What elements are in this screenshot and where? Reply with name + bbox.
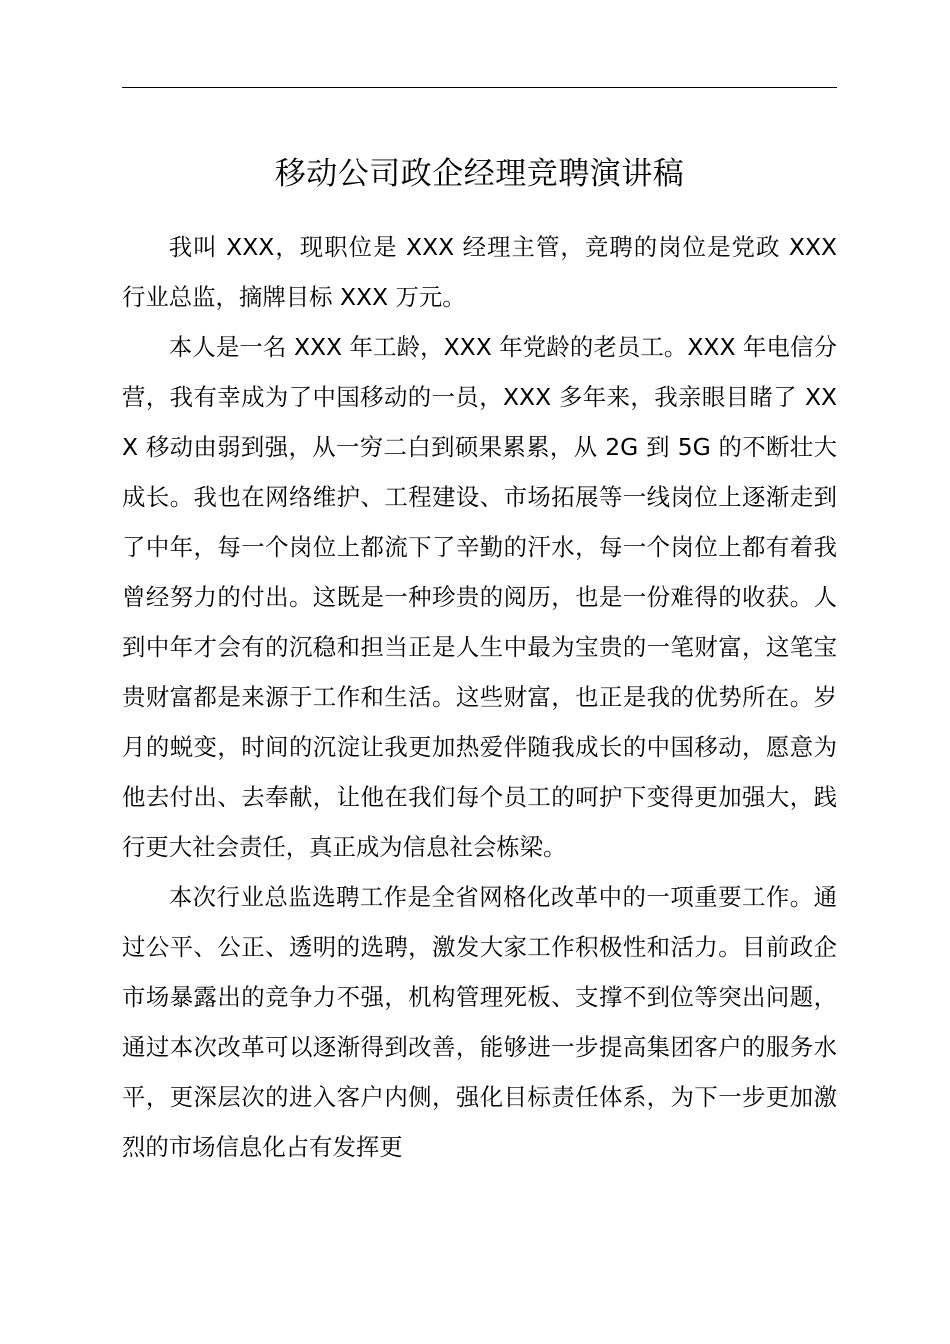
paragraph-background: 本人是一名 XXX 年工龄，XXX 年党龄的老员工。XXX 年电信分营，我有幸成为了中国移动的一员，XXX 多年来，我亲眼目睹了 XXX 移动由弱到强，从一穷二白到硕果累累，从 2G 到 5G 的不断壮大成长。我也在网络维护、工程建设、市场拓展等一线岗位上逐渐走到了中年，每一个岗位上都流下了辛勤的汗水，每一个岗位上都有着我曾经努力的付出。这既是一种珍贵的阅历，也是一份难得的收获。人到中年才会有的沉稳和担当正是人生中最为宝贵的一笔财富，这笔宝贵财富都是来源于工作和生活。这些财富，也正是我的优势所在。岁月的蜕变，时间的沉淀让我更加热爱伴随我成长的中国移动，愿意为他去付出、去奉献，让他在我们每个员工的呵护下变得更加强大，践行更大社会责任，真正成为信息社会栋梁。	[122, 333, 837, 861]
document-title: 移动公司政企经理竞聘演讲稿	[274, 156, 685, 192]
document-body	[122, 222, 837, 1172]
paragraph-intro: 我叫 XXX，现职位是 XXX 经理主管，竞聘的岗位是党政 XXX 行业总监，摘牌目标 XXX 万元。	[122, 233, 837, 311]
header-rule	[122, 87, 837, 88]
paragraph-reform: 本次行业总监选聘工作是全省网格化改革中的一项重要工作。通过公平、公正、透明的选聘，激发大家工作积极性和活力。目前政企市场暴露出的竞争力不强，机构管理死板、支撑不到位等突出问题，通过本次改革可以逐渐得到改善，能够进一步提高集团客户的服务水平，更深层次的进入客户内侧，强化目标责任体系，为下一步更加激烈的市场信息化占有发挥更	[122, 883, 837, 1161]
